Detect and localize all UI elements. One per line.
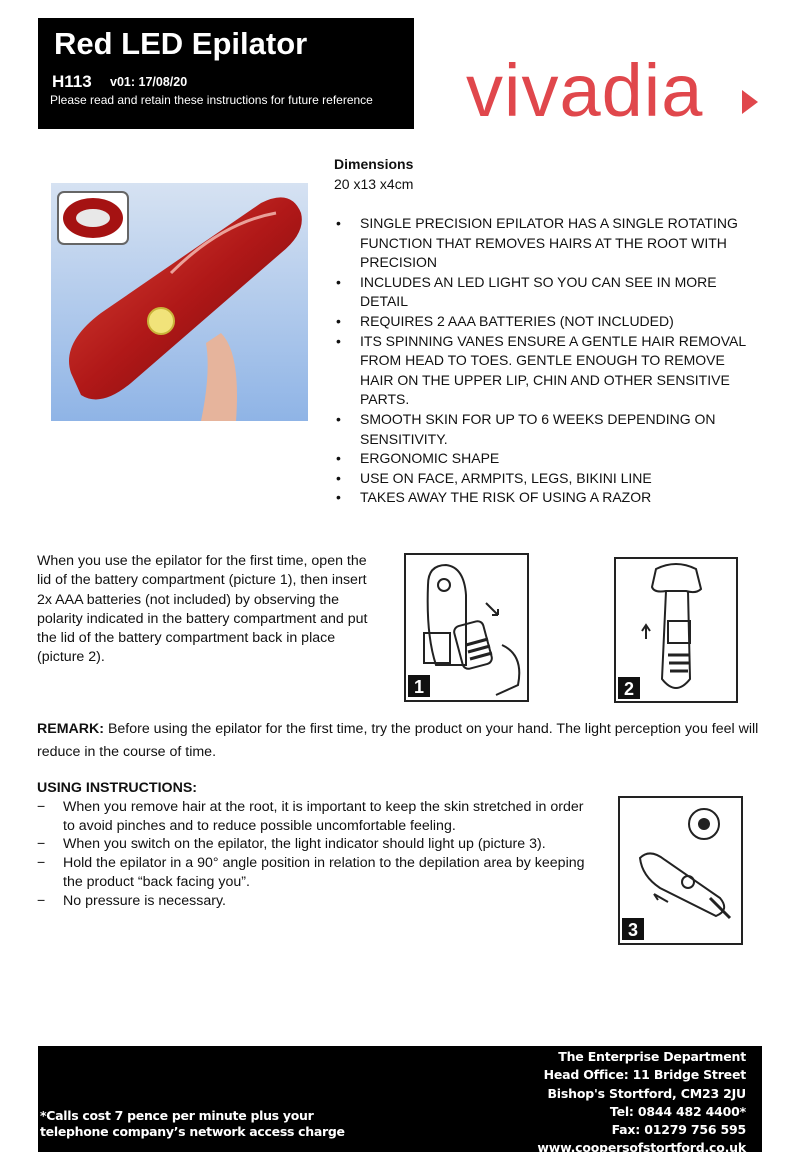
logo-text: vivadia [466, 50, 704, 130]
call-cost-line-1: *Calls cost 7 pence per minute plus your [40, 1108, 314, 1123]
feature-item: • ERGONOMIC SHAPE [334, 449, 754, 469]
logo-arrow-icon [742, 90, 758, 114]
product-photo [51, 183, 308, 421]
contact-fax: Fax: 01279 756 595 [611, 1122, 746, 1138]
picture-1 [404, 553, 529, 702]
feature-item: • ITS SPINNING VANES ENSURE A GENTLE HAIR REMOVAL FROM HEAD TO TOES. GENTLE ENOUGH TO REMOVE HAIR ON THE UPPER LIP, CHIN AND OTHER SENSITIVE PARTS. [334, 332, 754, 410]
feature-item: • SMOOTH SKIN FOR UP TO 6 WEEKS DEPENDING ON SENSITIVITY. [334, 410, 754, 449]
feature-item: • INCLUDES AN LED LIGHT SO YOU CAN SEE IN MORE DETAIL [334, 273, 754, 312]
battery-instructions: When you use the epilator for the first time, open the lid of the battery compartment (picture 1), then insert 2x AAA batteries (not included) by observing the polarity indicated in the battery compartment and put the lid of the battery compartment back in place (picture 2). [37, 553, 368, 666]
usage-item: − When you remove hair at the root, it is important to keep the skin stretched in order to avoid pinches and to reduce possible uncomfortable feeling. [37, 798, 587, 835]
retain-note: Please read and retain these instructions for future reference [50, 93, 373, 107]
feature-item: • REQUIRES 2 AAA BATTERIES (NOT INCLUDED) [334, 312, 754, 332]
remark-paragraph [37, 718, 777, 764]
usage-item: − No pressure is necessary. [37, 892, 587, 911]
contact-town: Bishop's Stortford, CM23 2JU [547, 1085, 746, 1101]
contact-block [537, 1048, 746, 1158]
picture-3-number: 3 [628, 920, 639, 940]
header-banner [38, 18, 414, 129]
contact-dept: The Enterprise Department [558, 1049, 746, 1064]
dimensions-value: 20 x13 x4cm [334, 176, 414, 192]
usage-heading: USING INSTRUCTIONS: [37, 780, 198, 796]
feature-item: • TAKES AWAY THE RISK OF USING A RAZOR [334, 488, 754, 508]
contact-office: Head Office: 11 Bridge Street [543, 1067, 746, 1083]
picture-3 [618, 796, 743, 945]
contact-tel: Tel: 0844 482 4400* [609, 1103, 746, 1119]
vivadia-logo [466, 50, 766, 130]
footer-banner [38, 1046, 762, 1156]
usage-list [37, 798, 587, 910]
dimensions-heading: Dimensions [334, 156, 414, 172]
feature-item: • USE ON FACE, ARMPITS, LEGS, BIKINI LINE [334, 469, 754, 489]
remark-label: REMARK: [37, 721, 104, 737]
usage-item: − When you switch on the epilator, the light indicator should light up (picture 3). [37, 835, 587, 854]
version-label: v01: 17/08/20 [110, 75, 188, 89]
call-cost-note [40, 1108, 345, 1140]
picture-2 [614, 557, 738, 703]
usage-item: − Hold the epilator in a 90° angle position in relation to the depilation area by keeping the product “back facing you”. [37, 854, 587, 891]
product-title: Red LED Epilator [54, 26, 308, 61]
feature-list [334, 214, 754, 508]
feature-item: • SINGLE PRECISION EPILATOR HAS A SINGLE ROTATING FUNCTION THAT REMOVES HAIRS AT THE ROOT WITH PRECISION [334, 214, 754, 273]
picture-1-number: 1 [414, 677, 425, 697]
remark-text: Before using the epilator for the first time, try the product on your hand. The light perception you feel will reduce in the course of time. [37, 721, 759, 760]
call-cost-line-2: telephone company’s network access charge [40, 1124, 345, 1139]
contact-website[interactable]: www.coopersofstortford.co.uk [537, 1140, 746, 1156]
picture-2-number: 2 [624, 679, 635, 699]
product-code: H113 [52, 72, 92, 91]
